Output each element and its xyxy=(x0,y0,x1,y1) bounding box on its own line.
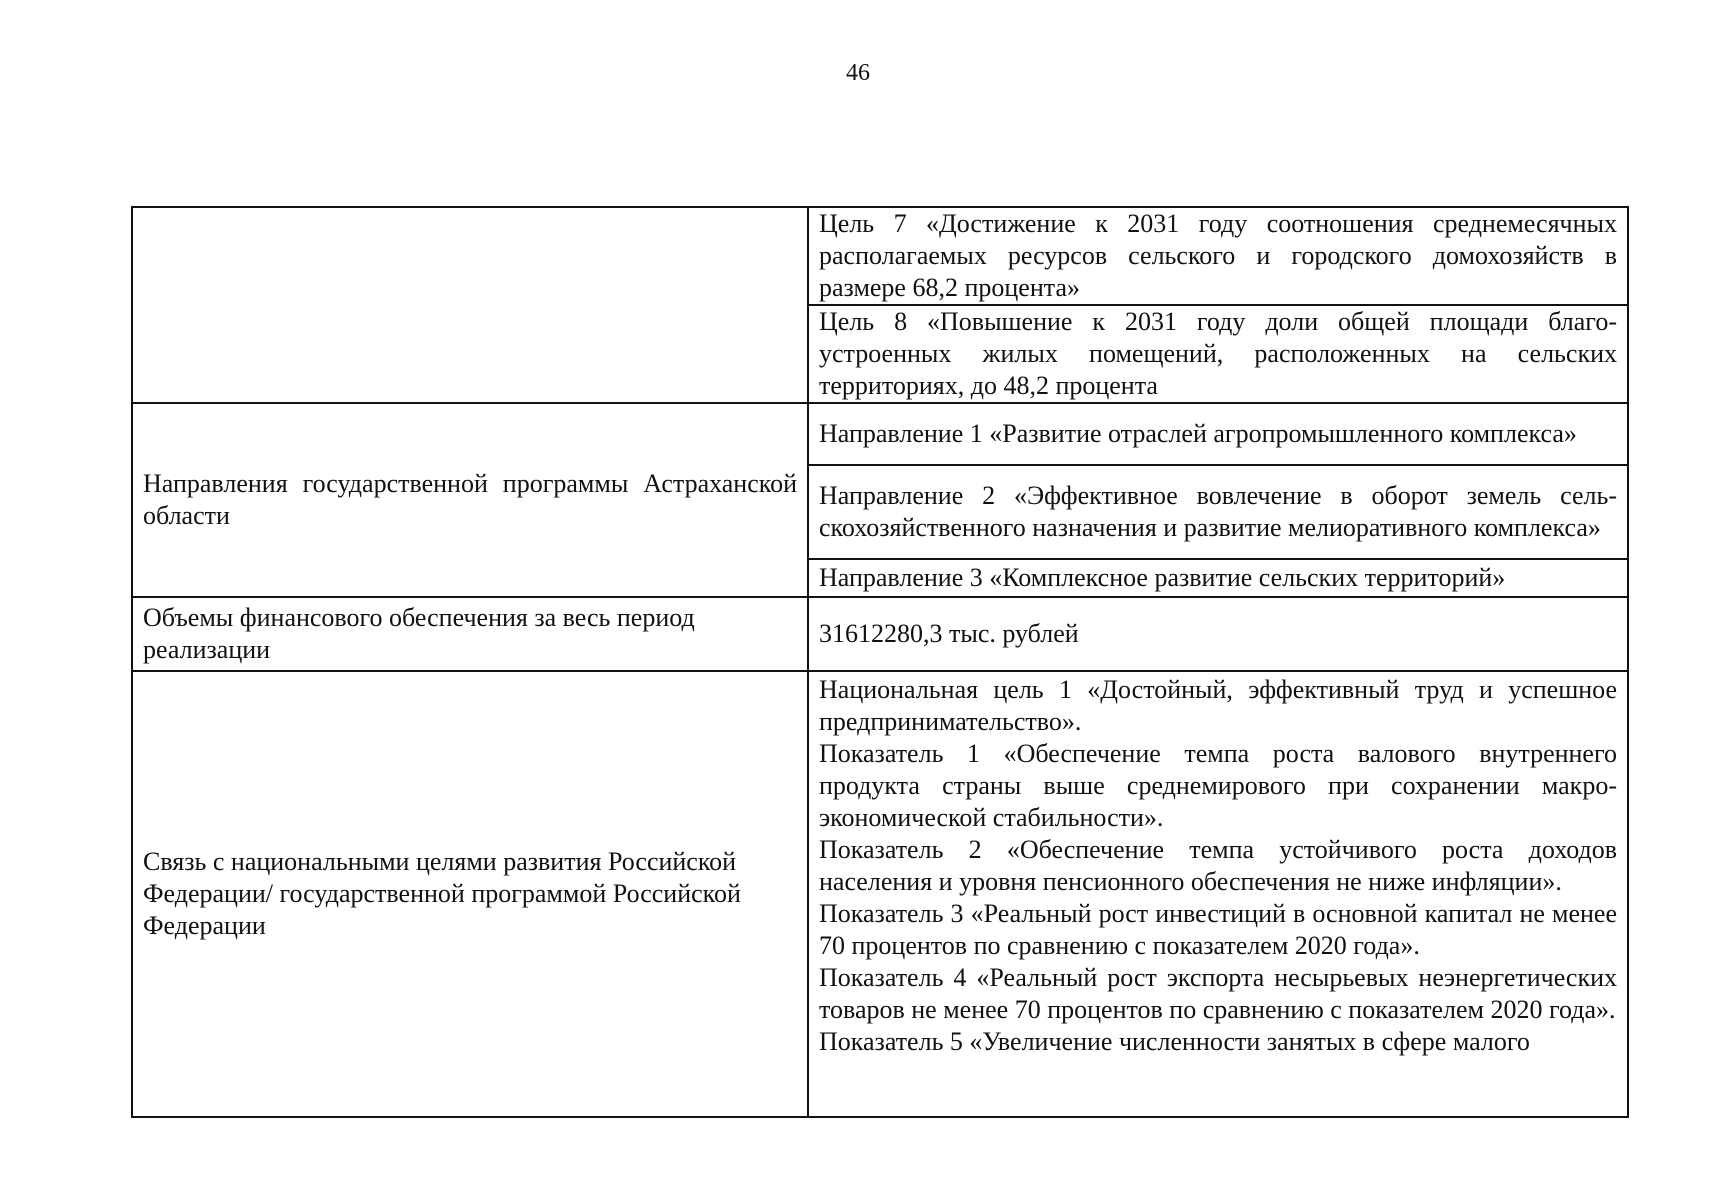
table-row xyxy=(132,671,1628,1117)
indicator-5-text: Показатель 5 «Увеличение численности занятых в сфере малого xyxy=(819,1027,1530,1056)
indicator-4-text: Показатель 4 «Реальный рост экспорта несырьевых неэнергетических товаров не менее 70 процентов по сравнению с показателем 2020 года». xyxy=(819,963,1617,1024)
national-goal-1-text: Национальная цель 1 «Достойный, эффективный труд и успешное предпринимательство». xyxy=(819,675,1617,736)
finance-value-cell xyxy=(808,597,1628,671)
page-number: 46 xyxy=(846,60,870,86)
finance-label: Объемы финансового обеспечения за весь период реализации xyxy=(143,603,695,664)
direction-3-cell xyxy=(808,559,1628,597)
goal-7-text: Цель 7 «Достижение к 2031 году соотношения среднемесячных располагаемых ресурсов сельского и городского домохозяйств в размере 68,2 процента» xyxy=(819,209,1617,302)
indicator-2-text: Показатель 2 «Обеспечение темпа устойчивого роста доходов населения и уровня пенсионного обеспечения не ниже инфляции». xyxy=(819,835,1617,896)
table-row xyxy=(132,403,1628,465)
indicator-3-text: Показатель 3 «Реальный рост инвестиций в основной капитал не менее 70 процентов по сравнению с показателем 2020 года». xyxy=(819,899,1617,960)
goal-7-cell xyxy=(808,207,1628,305)
goal-8-cell xyxy=(808,305,1628,403)
goals-label-cell xyxy=(132,207,808,403)
indicator-1-text: Показатель 1 «Обеспечение темпа роста валового внутреннего продукта страны выше среднемирового при сохранении макроэкономической стабильности». xyxy=(819,739,1617,832)
directions-label-cell xyxy=(132,403,808,597)
direction-2-cell xyxy=(808,465,1628,559)
table-row xyxy=(132,597,1628,671)
national-goals-cell xyxy=(808,671,1628,1117)
finance-value: 31612280,3 тыс. рублей xyxy=(819,619,1079,648)
goal-8-text: Цель 8 «Повышение к 2031 году доли общей площади благоустроенных жилых помещений, расположенных на сельских территориях, до 48,2 процента xyxy=(819,307,1617,400)
finance-label-cell xyxy=(132,597,808,671)
directions-label: Направления государственной программы Астраханской области xyxy=(143,469,797,530)
direction-1-text: Направление 1 «Развитие отраслей агропромышленного комплекса» xyxy=(819,419,1577,448)
passport-table xyxy=(131,206,1629,1118)
national-goals-label-cell xyxy=(132,671,808,1117)
table-row xyxy=(132,207,1628,305)
direction-3-text: Направление 3 «Комплексное развитие сельских территорий» xyxy=(819,563,1506,592)
direction-2-text: Направление 2 «Эффективное вовлечение в оборот земель сельскохозяйственного назначения и развитие мелиоративного комплекса» xyxy=(819,481,1617,542)
direction-1-cell xyxy=(808,403,1628,465)
national-goals-label: Связь с национальными целями развития Российской Федерации/ государственной программой Российской Федерации xyxy=(143,847,741,940)
